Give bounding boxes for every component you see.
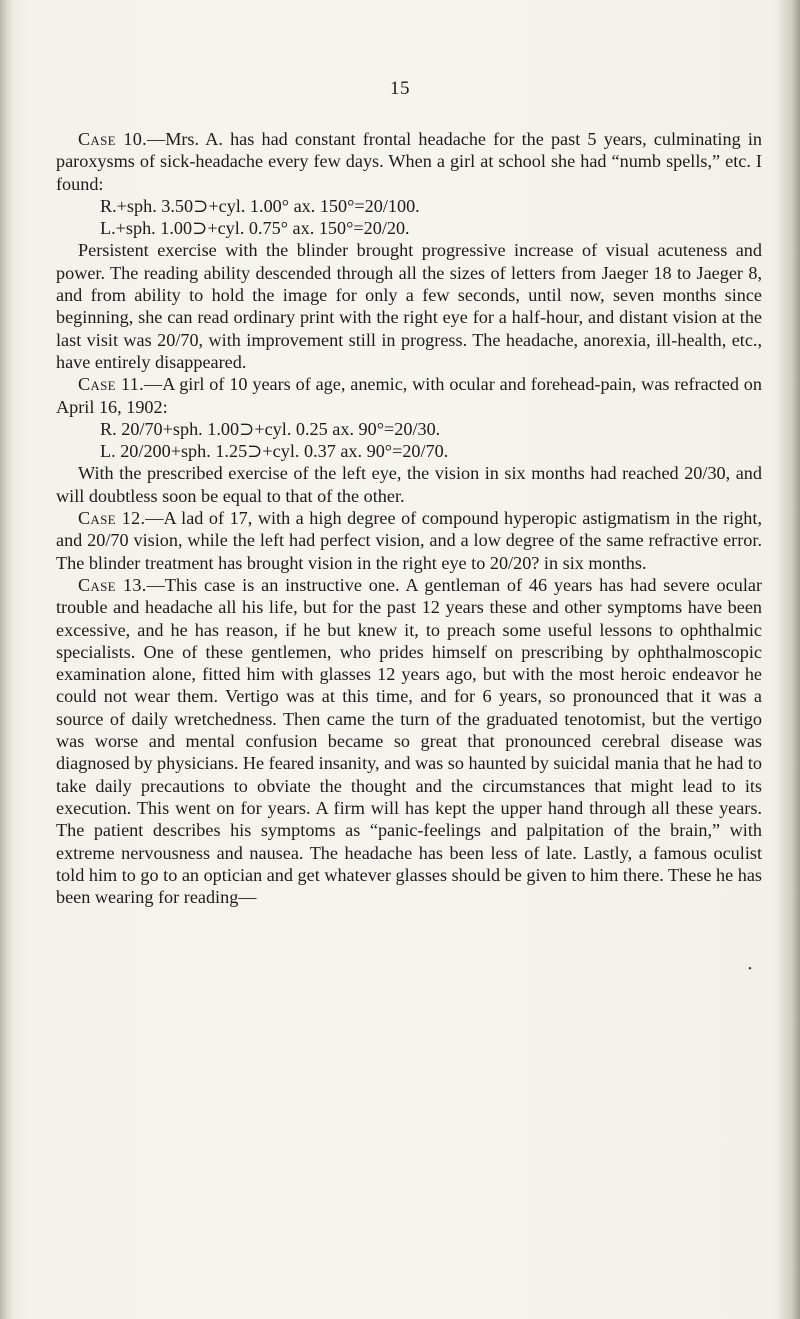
case-10-text: —Mrs. A. has had constant frontal headache for the past 5 years, culminating in paroxysms of sick-headache every few days. When a girl at school she had “numb spells,” etc. I found:	[56, 129, 762, 194]
case-11-right-eye-formula: R. 20/70+sph. 1.00⊃+cyl. 0.25 ax. 90°=20/30.	[100, 418, 441, 439]
case-13-text: —This case is an instructive one. A gentleman of 46 years has had severe ocular trouble and headache all his life, but for the past 12 years these and other symptoms have been excessive, and he has reason, if he but knew it, to preach some useful lessons to ophthalmic specialists. One of these gentlemen, who prides himself on prescribing by ophthalmoscopic examination alone, fitted him with glasses 12 years ago, but with the most heroic endeavor he could not wear them. Vertigo was at this time, and for 6 years, so pronounced that it was a source of daily wretchedness. Then came the turn of the graduated tenotomist, but the vertigo was worse and mental confusion became so great that pronounced cerebral disease was diagnosed by physicians. He feared insanity, and was so haunted by suicidal mania that he had to take daily precautions to obviate the thought and the circumstances that might lead to its execution. This went on for years. A firm will has kept the upper hand through all these years. The patient describes his symptoms as “panic-feelings and palpitation of the brain,” with extreme nervousness and nausea. The headache has been less of late. Lastly, a famous oculist told him to go to an optician and get whatever glasses should be given to him there. These he has been wearing for reading—	[56, 574, 762, 908]
case-11-paragraph	[56, 373, 762, 418]
case-13-paragraph	[56, 574, 762, 908]
case-12-text: —A lad of 17, with a high degree of compound hyperopic astigmatism in the right, and 20/70 vision, while the left had perfect vision, and a low degree of the same refractive error. The blinder treatment has brought vision in the right eye to 20/20? in six months.	[56, 508, 762, 573]
page-left-edge-shadow	[0, 0, 14, 1319]
case-10-paragraph	[56, 128, 762, 195]
page-number: 15	[390, 78, 410, 99]
margin-mark: •	[748, 963, 752, 975]
case-10-result-paragraph: Persistent exercise with the blinder brought progressive increase of visual acuteness and power. The reading ability descended through all the sizes of letters from Jaeger 18 to Jaeger 8, and from ability to hold the image for only a few seconds, until now, seven months since beginning, she can read ordinary print with the right eye for a half-hour, and distant vision at the last visit was 20/70, with improvement still in progress. The headache, anorexia, ill-health, etc., have entirely disappeared.	[56, 240, 762, 372]
case-12-heading: Case 12.	[78, 508, 146, 529]
case-13-heading: Case 13.	[78, 574, 147, 595]
case-10-heading: Case 10.	[78, 129, 147, 149]
case-10-left-eye-formula: L.+sph. 1.00⊃+cyl. 0.75° ax. 150°=20/20.	[100, 218, 410, 239]
case-11-left-eye-formula: L. 20/200+sph. 1.25⊃+cyl. 0.37 ax. 90°=20/70.	[100, 441, 449, 462]
body-text	[56, 128, 762, 908]
page-right-edge-shadow	[778, 0, 800, 1319]
case-11-heading: Case 11.	[78, 374, 145, 395]
case-12-paragraph	[56, 507, 762, 574]
case-10-right-eye-formula: R.+sph. 3.50⊃+cyl. 1.00° ax. 150°=20/100.	[100, 195, 420, 216]
case-11-result-paragraph: With the prescribed exercise of the left eye, the vision in six months had reached 20/30, and will doubtless soon be equal to that of the other.	[56, 463, 762, 506]
case-11-text: —A girl of 10 years of age, anemic, with ocular and forehead-pain, was refracted on April 16, 1902:	[56, 374, 762, 417]
